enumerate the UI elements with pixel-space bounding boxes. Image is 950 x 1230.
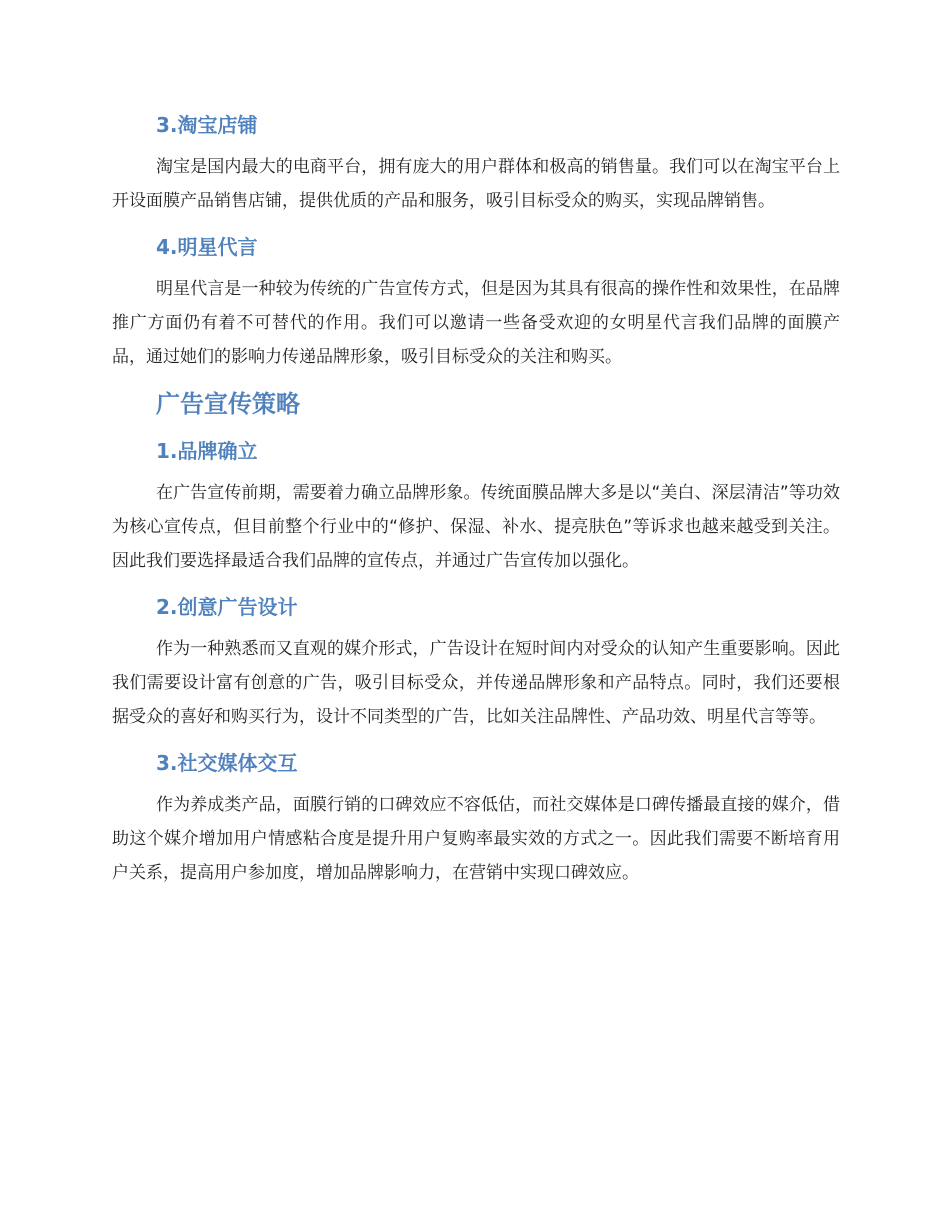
subsection-heading-brand: 1.品牌确立 [156,439,258,463]
document-content [112,108,840,890]
section-paragraph-taobao: 淘宝是国内最大的电商平台，拥有庞大的用户群体和极高的销售量。我们可以在淘宝平台上开设面膜产品销售店铺，提供优质的产品和服务，吸引目标受众的购买，实现品牌销售。 [112,157,840,211]
subsection-paragraph-brand: 在广告宣传前期，需要着力确立品牌形象。传统面膜品牌大多是以“美白、深层清洁”等功效为核心宣传点，但目前整个行业中的“修护、保湿、补水、提亮肤色”等诉求也越来越受到关注。因此我们要选择最适合我们品牌的宣传点，并通过广告宣传加以强化。 [112,483,840,571]
subsection-heading-social: 3.社交媒体交互 [156,751,298,775]
section-paragraph-celebrity: 明星代言是一种较为传统的广告宣传方式，但是因为其具有很高的操作性和效果性，在品牌推广方面仍有着不可替代的作用。我们可以邀请一些备受欢迎的女明星代言我们品牌的面膜产品，通过她们的影响力传递品牌形象，吸引目标受众的关注和购买。 [112,279,840,367]
section-heading-taobao: 3.淘宝店铺 [156,113,258,137]
subsection-paragraph-creative: 作为一种熟悉而又直观的媒介形式，广告设计在短时间内对受众的认知产生重要影响。因此我们需要设计富有创意的广告，吸引目标受众，并传递品牌形象和产品特点。同时，我们还要根据受众的喜好和购买行为，设计不同类型的广告，比如关注品牌性、产品功效、明星代言等等。 [112,639,840,727]
section-heading-celebrity: 4.明星代言 [156,235,258,259]
subsection-paragraph-social: 作为养成类产品，面膜行销的口碑效应不容低估，而社交媒体是口碑传播最直接的媒介，借助这个媒介增加用户情感粘合度是提升用户复购率最实效的方式之一。因此我们需要不断培育用户关系，提高用户参加度，增加品牌影响力，在营销中实现口碑效应。 [112,795,840,883]
chapter-title: 广告宣传策略 [156,390,300,418]
subsection-heading-creative: 2.创意广告设计 [156,595,298,619]
